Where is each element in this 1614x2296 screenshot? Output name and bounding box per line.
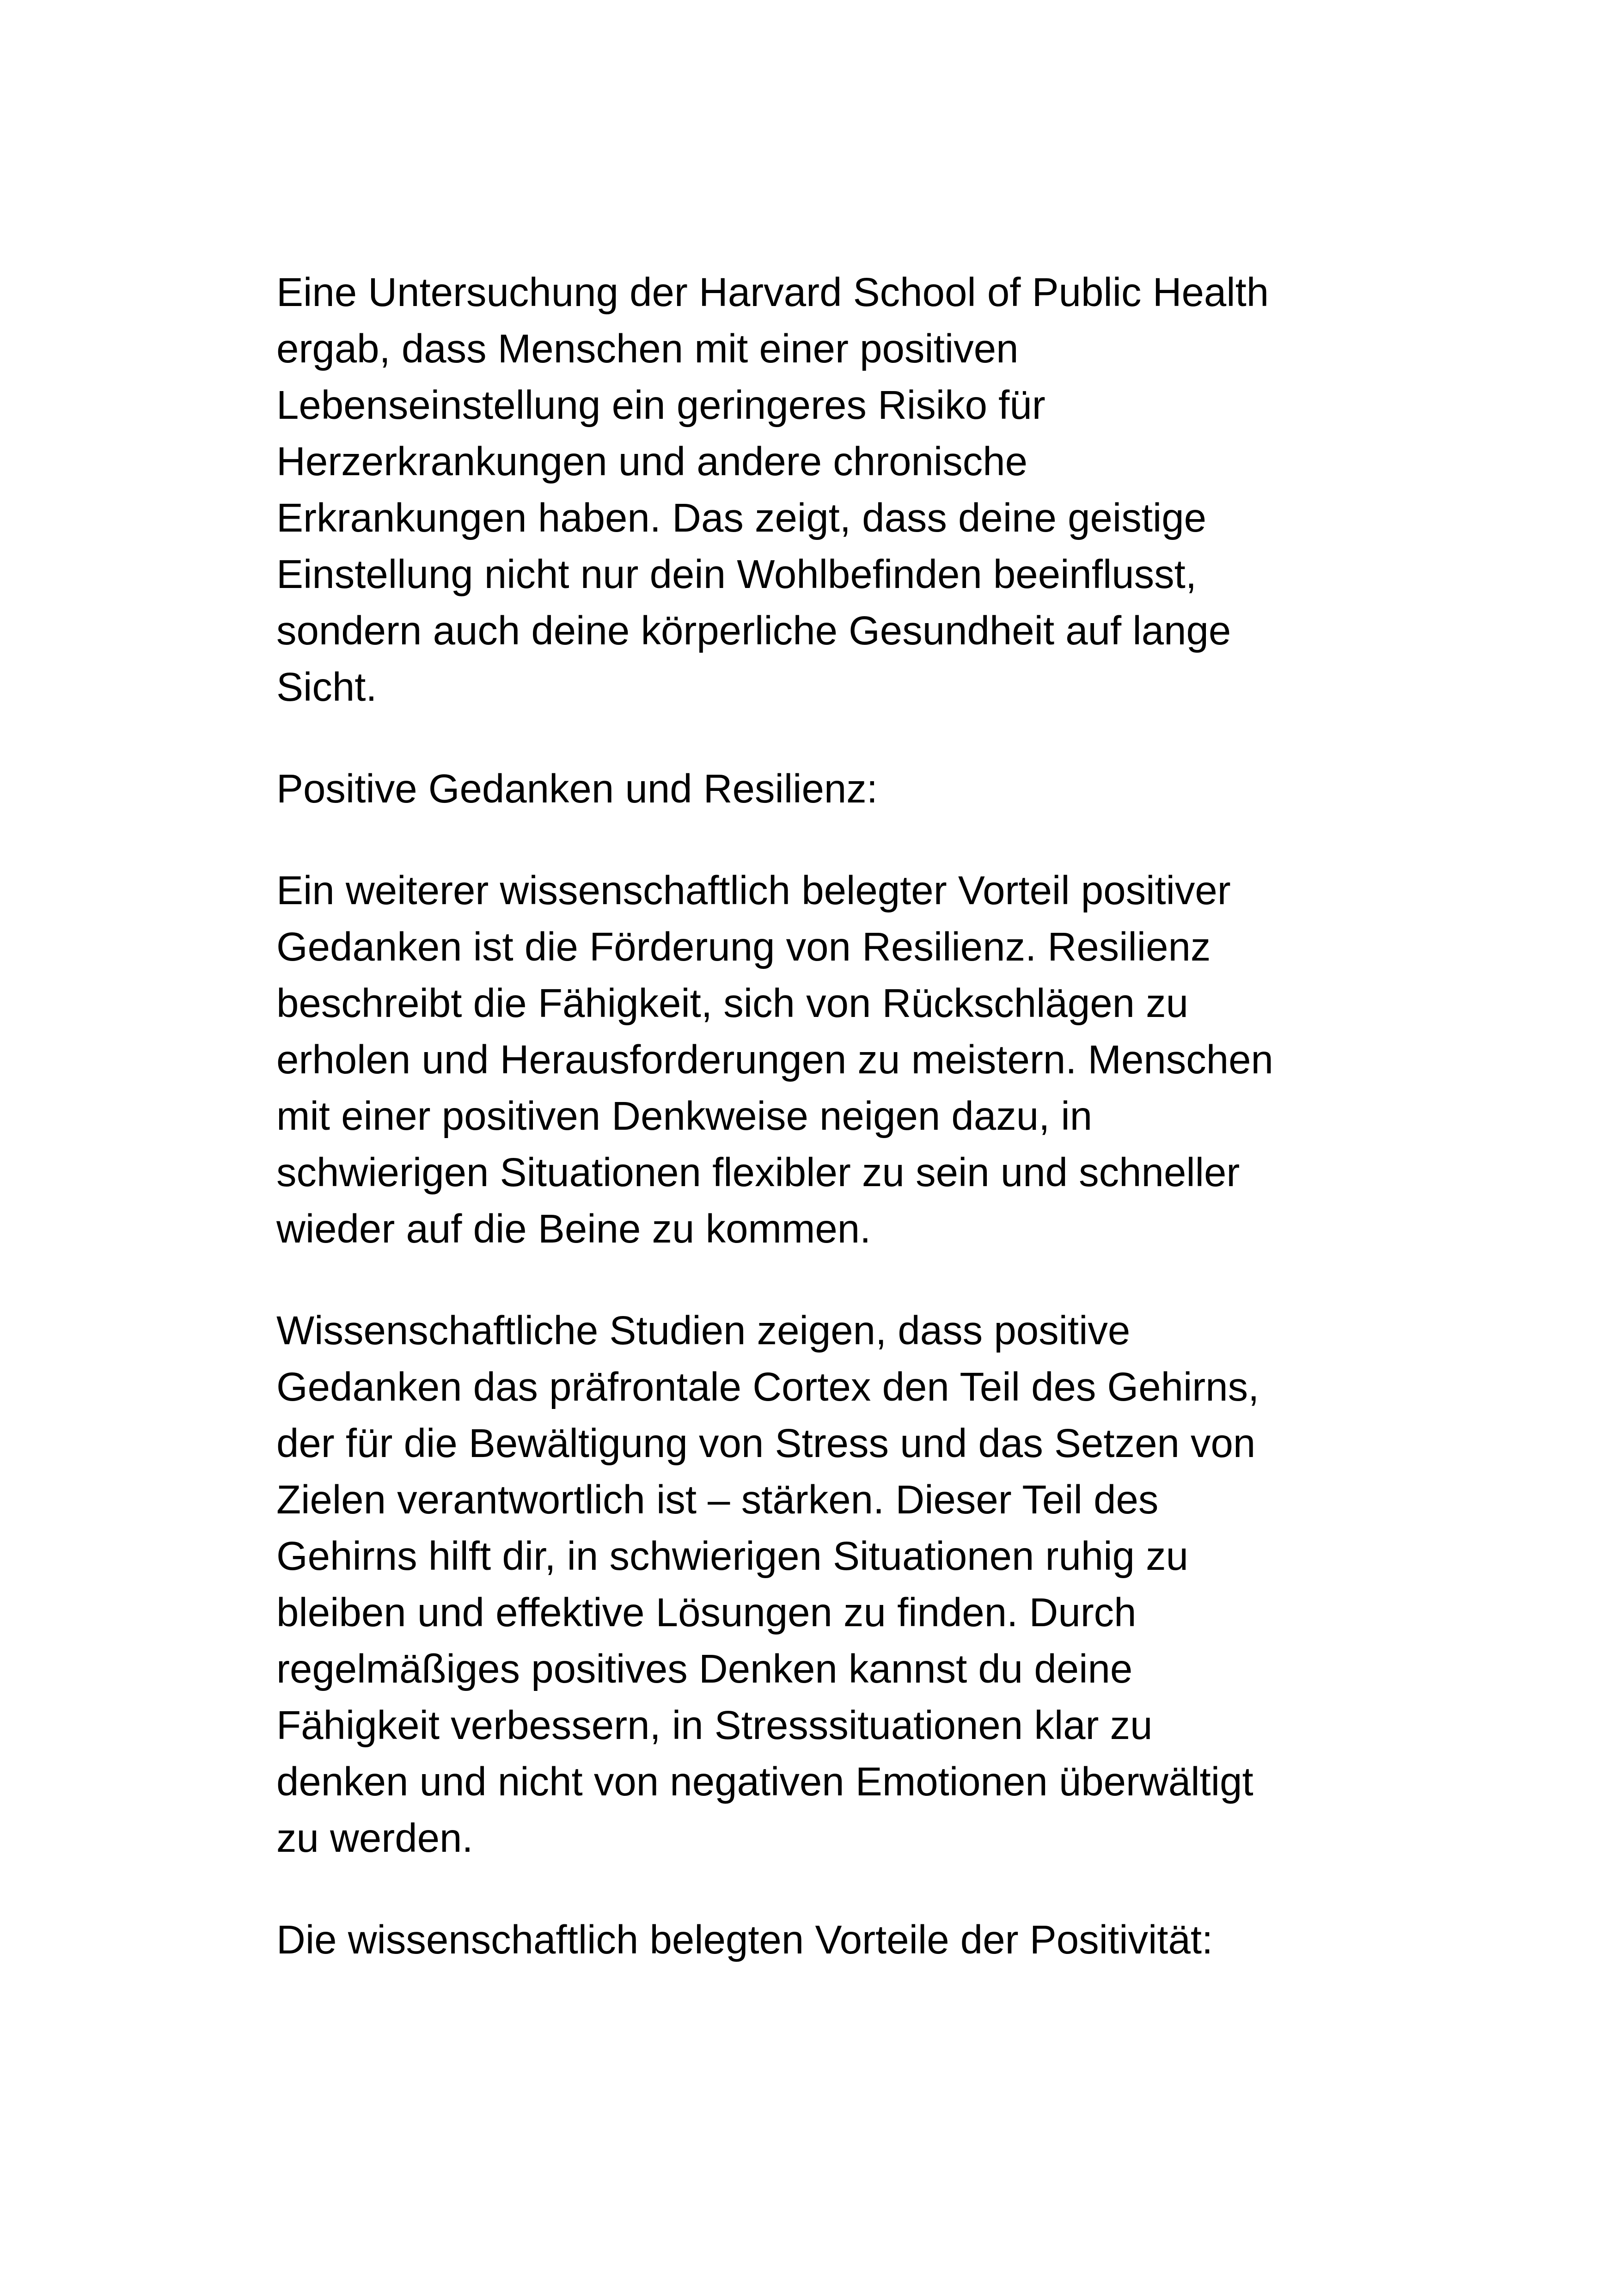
text-line: Einstellung nicht nur dein Wohlbefinden beeinflusst,	[276, 552, 1197, 597]
paragraph-harvard-study	[276, 264, 1367, 716]
section-heading-text: Die wissenschaftlich belegten Vorteile der Positivität:	[276, 1917, 1213, 1962]
text-line: Eine Untersuchung der Harvard School of Public Health	[276, 270, 1269, 315]
text-line: Lebenseinstellung ein geringeres Risiko für	[276, 383, 1045, 428]
text-line: denken und nicht von negativen Emotionen überwältigt	[276, 1759, 1253, 1804]
text-line: beschreibt die Fähigkeit, sich von Rückschlägen zu	[276, 981, 1189, 1026]
paragraph-resilience	[276, 863, 1367, 1257]
paragraph-scientific-studies	[276, 1303, 1367, 1867]
text-line: mit einer positiven Denkweise neigen dazu, in	[276, 1094, 1093, 1139]
section-heading-resilience	[276, 761, 1367, 817]
section-heading-text: Positive Gedanken und Resilienz:	[276, 766, 878, 811]
document-text-column	[276, 264, 1367, 1968]
text-line: Sicht.	[276, 665, 377, 710]
text-line: Herzerkrankungen und andere chronische	[276, 439, 1028, 484]
text-line: zu werden.	[276, 1816, 473, 1861]
section-heading-benefits	[276, 1912, 1367, 1968]
text-line: Erkrankungen haben. Das zeigt, dass deine geistige	[276, 496, 1206, 540]
text-line: bleiben und effektive Lösungen zu finden. Durch	[276, 1590, 1137, 1635]
text-line: Wissenschaftliche Studien zeigen, dass positive	[276, 1308, 1131, 1353]
text-line: der für die Bewältigung von Stress und das Setzen von	[276, 1421, 1256, 1466]
text-line: Gehirns hilft dir, in schwierigen Situationen ruhig zu	[276, 1534, 1189, 1579]
text-line: Ein weiterer wissenschaftlich belegter Vorteil positiver	[276, 868, 1231, 913]
text-line: Zielen verantwortlich ist – stärken. Dieser Teil des	[276, 1477, 1159, 1522]
text-line: regelmäßiges positives Denken kannst du deine	[276, 1647, 1133, 1691]
text-line: ergab, dass Menschen mit einer positiven	[276, 326, 1019, 371]
text-line: Gedanken ist die Förderung von Resilienz. Resilienz	[276, 925, 1211, 969]
text-line: schwierigen Situationen flexibler zu sein und schneller	[276, 1150, 1240, 1195]
text-line: Gedanken das präfrontale Cortex den Teil des Gehirns,	[276, 1365, 1259, 1409]
text-line: Fähigkeit verbessern, in Stresssituationen klar zu	[276, 1703, 1153, 1748]
text-line: erholen und Herausforderungen zu meistern. Menschen	[276, 1037, 1273, 1082]
text-line: sondern auch deine körperliche Gesundheit auf lange	[276, 608, 1231, 653]
text-line: wieder auf die Beine zu kommen.	[276, 1206, 871, 1251]
